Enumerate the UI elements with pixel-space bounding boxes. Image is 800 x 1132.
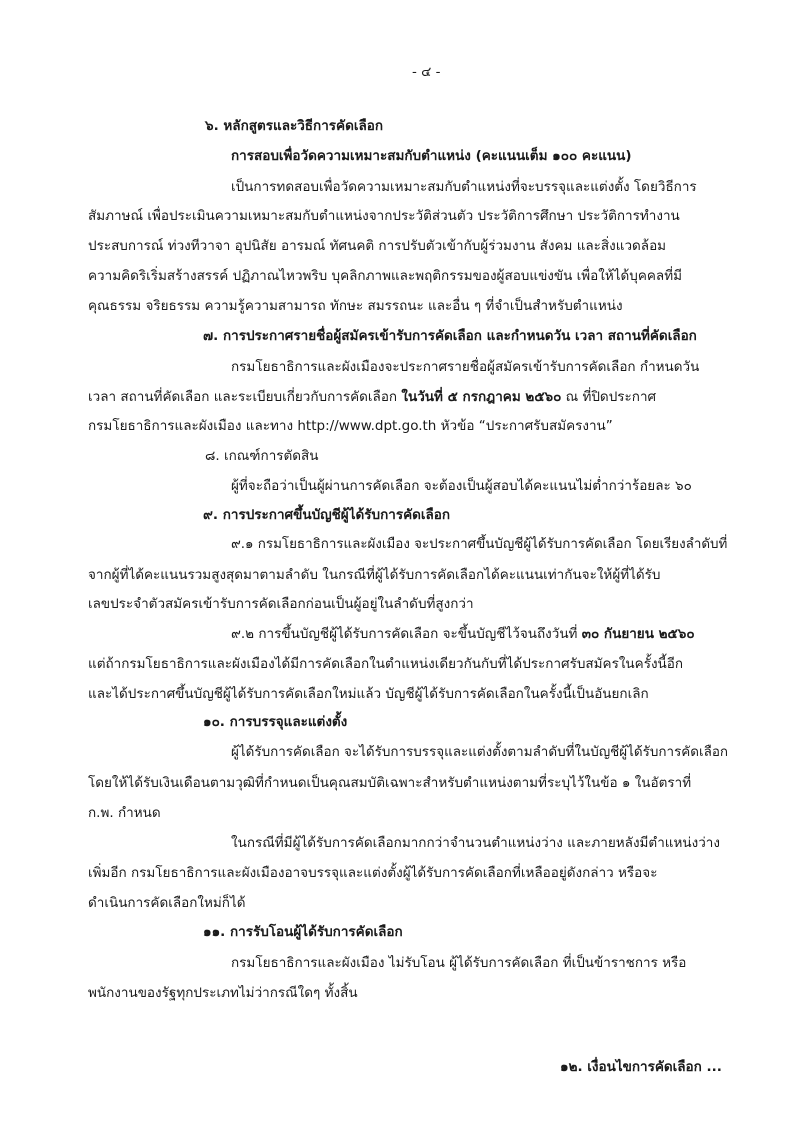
page-number: - ๔ - <box>412 64 441 80</box>
section-11-line: พนักงานของรัฐทุกประเภทไม่ว่ากรณีใดๆ ทั้งสิ้น <box>88 985 358 1001</box>
section-10-line: เพิ่มอีก กรมโยธาธิการและผังเมืองอาจบรรจุและแต่งตั้งผู้ได้รับการคัดเลือกที่เหลืออยู่ดังกล่าว หรือจะ <box>88 865 658 881</box>
section-7-heading: ๗. การประกาศรายชื่อผู้สมัครเข้ารับการคัดเลือก และกำหนดวัน เวลา สถานที่คัดเลือก <box>203 328 697 344</box>
section-7-line: กรมโยธาธิการและผังเมือง และทาง http://www.dpt.go.th หัวข้อ “ประกาศรับสมัครงาน” <box>88 418 613 434</box>
section-10-line: ผู้ได้รับการคัดเลือก จะได้รับการบรรจุและแต่งตั้งตามลำดับที่ในบัญชีผู้ได้รับการคัดเลือก <box>231 745 729 760</box>
announcement-date: ในวันที่ ๕ กรกฎาคม ๒๕๖๐ <box>401 389 562 405</box>
section-7-line: กรมโยธาธิการและผังเมืองจะประกาศรายชื่อผู้สมัครเข้ารับการคัดเลือก กำหนดวัน <box>231 359 700 375</box>
section-10-line: ก.พ. กำหนด <box>88 805 161 821</box>
section-11-heading: ๑๑. การรับโอนผู้ได้รับการคัดเลือก <box>203 924 403 940</box>
section-8-heading: ๘. เกณฑ์การตัดสิน <box>205 448 319 464</box>
section-9-line: ๙.๑ กรมโยธาธิการและผังเมือง จะประกาศขึ้นบัญชีผู้ได้รับการคัดเลือก โดยเรียงลำดับที่ <box>231 537 728 552</box>
section-9-heading: ๙. การประกาศขึ้นบัญชีผู้ได้รับการคัดเลือก <box>203 507 451 523</box>
section-9-line: เลขประจำตัวสมัครเข้ารับการคัดเลือกก่อนเป็นผู้อยู่ในลำดับที่สูงกว่า <box>88 596 474 612</box>
section-10-line: โดยให้ได้รับเงินเดือนตามวุฒิที่กำหนดเป็นคุณสมบัติเฉพาะสำหรับตำแหน่งตามที่ระบุไว้ในข้อ ๑ ในอัตราที่ <box>88 775 692 791</box>
section-9-line: จากผู้ที่ได้คะแนนรวมสูงสุดมาตามลำดับ ในกรณีที่ผู้ได้รับการคัดเลือกได้คะแนนเท่ากันจะให้ผู้ที่ได้รับ <box>88 567 661 583</box>
section-6-heading: ๖. หลักสูตรและวิธีการคัดเลือก <box>205 118 384 134</box>
section-10-heading: ๑๐. การบรรจุและแต่งตั้ง <box>203 714 348 730</box>
section-11-line: กรมโยธาธิการและผังเมือง ไม่รับโอน ผู้ได้รับการคัดเลือก ที่เป็นข้าราชการ หรือ <box>231 955 687 971</box>
section-7-line <box>88 387 656 407</box>
section-8-line: ผู้ที่จะถือว่าเป็นผู้ผ่านการคัดเลือก จะต้องเป็นผู้สอบได้คะแนนไม่ต่ำกว่าร้อยละ ๖๐ <box>231 478 692 494</box>
section-7-line-text: ณ ที่ปิดประกาศ <box>561 389 657 405</box>
section-9-line-text: ๙.๒ การขึ้นบัญชีผู้ได้รับการคัดเลือก จะขึ้นบัญชีไว้จนถึงวันที่ <box>231 626 582 642</box>
section-7-line-text: เวลา สถานที่คัดเลือก และระเบียบเกี่ยวกับการคัดเลือก <box>88 389 402 405</box>
section-6-line: คุณธรรม จริยธรรม ความรู้ความสามารถ ทักษะ สมรรถนะ และอื่น ๆ ที่จำเป็นสำหรับตำแหน่ง <box>88 298 623 314</box>
section-10-line: ในกรณีที่มีผู้ได้รับการคัดเลือกมากกว่าจำนวนตำแหน่งว่าง และภายหลังมีตำแหน่งว่าง <box>231 835 720 851</box>
section-6-subheading: การสอบเพื่อวัดความเหมาะสมกับตำแหน่ง (คะแนนเต็ม ๑๐๐ คะแนน) <box>231 148 632 164</box>
section-10-line: ดำเนินการคัดเลือกใหม่ก็ได้ <box>88 895 246 911</box>
section-9-line <box>231 624 695 644</box>
section-9-line: และได้ประกาศขึ้นบัญชีผู้ได้รับการคัดเลือกใหม่แล้ว บัญชีผู้ได้รับการคัดเลือกในครั้งนี้เป็นอันยกเลิก <box>88 686 649 702</box>
section-6-line: ประสบการณ์ ท่วงทีวาจา อุปนิสัย อารมณ์ ทัศนคติ การปรับตัวเข้ากับผู้ร่วมงาน สังคม และสิ่งแวดล้อม <box>88 238 667 254</box>
list-expiry-date: ๓๐ กันยายน ๒๕๖๐ <box>581 626 695 642</box>
continuation-marker: ๑๒. เงื่อนไขการคัดเลือก ... <box>560 1059 722 1075</box>
section-6-line: ความคิดริเริ่มสร้างสรรค์ ปฏิภาณไหวพริบ บุคลิกภาพและพฤติกรรมของผู้สอบแข่งขัน เพื่อให้ได้บุคคลที่มี <box>88 268 683 284</box>
section-6-line: สัมภาษณ์ เพื่อประเมินความเหมาะสมกับตำแหน่งจากประวัติส่วนตัว ประวัติการศึกษา ประวัติการทำงาน <box>88 208 680 224</box>
section-6-line: เป็นการทดสอบเพื่อวัดความเหมาะสมกับตำแหน่งที่จะบรรจุและแต่งตั้ง โดยวิธีการ <box>231 179 697 195</box>
section-9-line: แต่ถ้ากรมโยธาธิการและผังเมืองได้มีการคัดเลือกในตำแหน่งเดียวกันกับที่ได้ประกาศรับสมัครในครั้งนี้อีก <box>88 656 684 672</box>
